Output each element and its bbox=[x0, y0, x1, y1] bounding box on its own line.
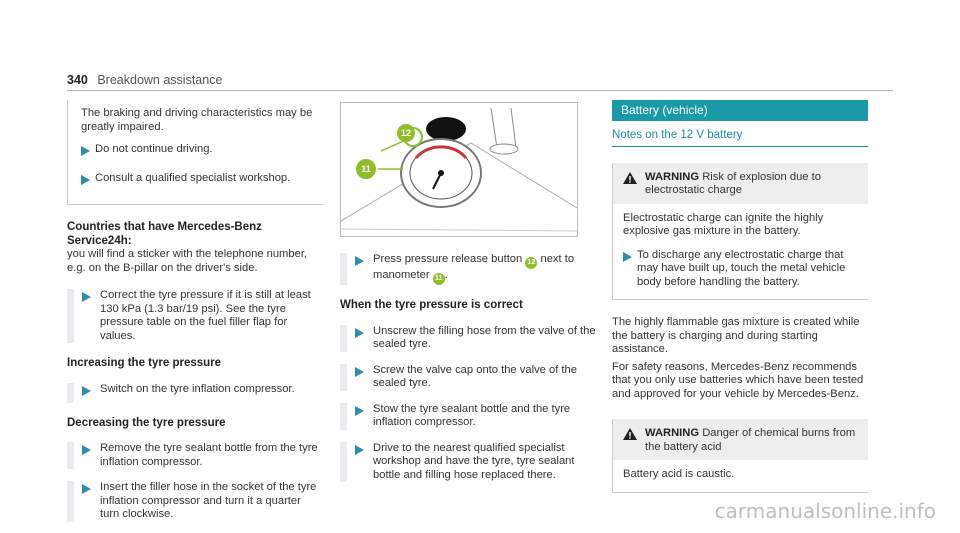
warning-body bbox=[613, 204, 868, 300]
list-item: Screw the valve cap onto the valve of the sealed tyre. bbox=[340, 364, 596, 391]
list-item: To discharge any electrostatic charge that may have built up, touch the metal vehicle body before handling the battery. bbox=[623, 249, 860, 290]
warning-title: Risk of explosion due to electrostatic charge bbox=[645, 170, 821, 196]
page-number: 340 bbox=[67, 73, 88, 87]
header-rule bbox=[67, 90, 893, 91]
list-item: Remove the tyre sealant bottle from the tyre inflation compressor. bbox=[67, 442, 323, 469]
warning-header bbox=[613, 419, 868, 460]
callout-badge-12: 12 bbox=[397, 124, 415, 142]
list-item: Unscrew the filling hose from the valve of the sealed tyre. bbox=[340, 325, 596, 352]
page-header bbox=[67, 73, 222, 87]
list-item: Switch on the tyre inflation compressor. bbox=[67, 383, 323, 403]
arrow-bullet-icon bbox=[82, 445, 91, 455]
arrow-bullet-icon bbox=[81, 175, 90, 185]
section-bar: Battery (vehicle) bbox=[612, 100, 868, 121]
arrow-bullet-icon bbox=[355, 328, 364, 338]
safety-paragraph: For safety reasons, Mercedes-Benz recommends that you only use batteries which have been tested and approved for your vehicle by Mercedes-Benz. bbox=[612, 360, 864, 400]
arrow-bullet-icon bbox=[355, 445, 364, 455]
warning-box-explosion bbox=[612, 163, 868, 301]
callout-badge-11: 11 bbox=[357, 160, 375, 178]
list-item: Do not continue driving. bbox=[81, 143, 323, 163]
list-item: Correct the tyre pressure if it is still at least 130 kPa (1.3 bar/19 psi). See the tyre pressure table on the fuel filler flap for values. bbox=[67, 289, 323, 343]
list-item: Insert the filler hose in the socket of the tyre inflation compressor and turn it a quarter turn clockwise. bbox=[67, 481, 323, 522]
warning-text: Battery acid is caustic. bbox=[623, 468, 735, 480]
column-middle bbox=[340, 100, 596, 482]
compressor-illustration bbox=[340, 102, 578, 237]
arrow-bullet-icon bbox=[82, 484, 91, 494]
arrow-bullet-icon bbox=[355, 406, 364, 416]
arrow-bullet-icon bbox=[82, 386, 91, 396]
manometer-drawing bbox=[341, 103, 577, 236]
countries-text: you will find a sticker with the telephone number, e.g. on the B-pillar on the driver's side. bbox=[67, 248, 308, 274]
callout-badge-12: 12 bbox=[525, 257, 537, 269]
correct-heading: When the tyre pressure is correct bbox=[340, 299, 523, 311]
warning-body bbox=[613, 460, 868, 492]
continued-warning-box bbox=[67, 100, 323, 205]
callout-badge-11: 11 bbox=[433, 273, 445, 285]
warning-triangle-icon bbox=[623, 428, 637, 440]
box-text: The braking and driving characteristics may be greatly impaired. bbox=[81, 107, 313, 133]
warning-label: WARNING bbox=[645, 427, 700, 439]
column-right bbox=[612, 100, 868, 493]
watermark: carmanualsonline.info bbox=[714, 499, 936, 523]
list-item: Press pressure release button 12 next to manometer 11 . bbox=[340, 253, 596, 285]
countries-heading: Countries that have Mercedes-Benz Service24h: bbox=[67, 221, 262, 247]
section-title: Breakdown assistance bbox=[97, 73, 223, 87]
list-item: Drive to the nearest qualified specialist workshop and have the tyre, tyre sealant bottle and filling hose replaced there. bbox=[340, 442, 596, 483]
warning-header bbox=[613, 163, 868, 204]
warning-title: Danger of chemical burns from the battery acid bbox=[645, 427, 856, 453]
decrease-heading: Decreasing the tyre pressure bbox=[67, 416, 226, 429]
arrow-bullet-icon bbox=[355, 367, 364, 377]
arrow-bullet-icon bbox=[623, 252, 632, 262]
warning-box-acid bbox=[612, 419, 868, 493]
increase-heading: Increasing the tyre pressure bbox=[67, 357, 222, 369]
arrow-bullet-icon bbox=[355, 256, 364, 266]
arrow-bullet-icon bbox=[82, 292, 91, 302]
warning-triangle-icon bbox=[623, 172, 637, 184]
battery-paragraph: The highly flammable gas mixture is created while the battery is charging and during starting assistance. bbox=[612, 316, 860, 355]
list-item: Consult a qualified specialist workshop. bbox=[81, 172, 323, 192]
warning-label: WARNING bbox=[645, 170, 700, 183]
column-left bbox=[67, 100, 323, 522]
arrow-bullet-icon bbox=[81, 146, 90, 156]
subsection-heading: Notes on the 12 V battery bbox=[612, 129, 868, 147]
warning-text: Electrostatic charge can ignite the highly explosive gas mixture in the battery. bbox=[623, 211, 824, 237]
list-item: Stow the tyre sealant bottle and the tyre inflation compressor. bbox=[340, 403, 596, 430]
